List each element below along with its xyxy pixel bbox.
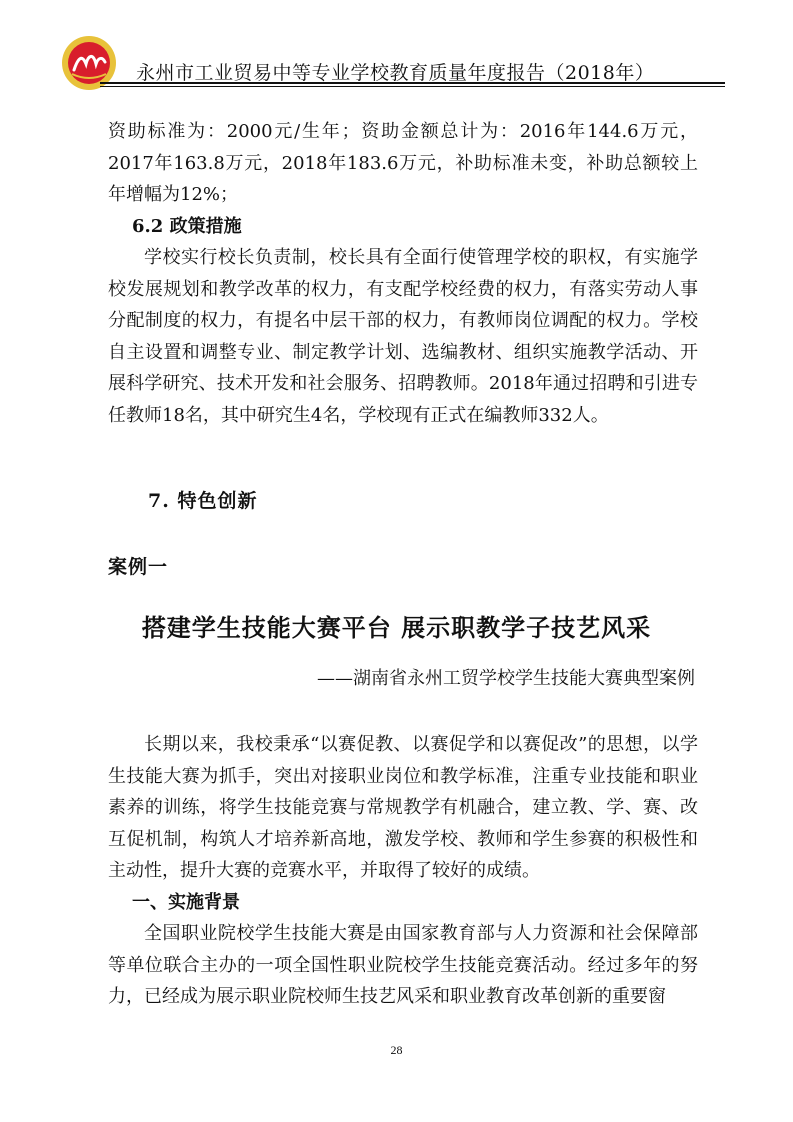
- paragraph-policy: 学校实行校长负责制，校长具有全面行使管理学校的职权，有实施学校发展规划和教学改革的权力，有支配学校经费的权力，有落实劳动人事分配制度的权力，有提名中层干部的权力，有教师岗位调配的权力。学校自主设置和调整专业、制定教学计划、选编教材、组织实施教学活动、开展科学研究、技术开发和社会服务、招聘教师。2018年通过招聘和引进专任教师18名，其中研究生4名，学校现有正式在编教师332人。: [108, 247, 698, 426]
- header-divider-thin: [100, 86, 725, 87]
- subheading-policy: 6.2 政策措施: [132, 215, 242, 237]
- case-byline: ——湖南省永州工贸学校学生技能大赛典型案例: [317, 668, 695, 689]
- page-header: [60, 34, 720, 86]
- header-divider: [100, 82, 725, 84]
- paragraph-background: 全国职业院校学生技能大赛是由国家教育部与人力资源和社会保障部等单位联合主办的一项全国性职业院校学生技能竞赛活动。经过多年的努力，已经成为展示职业院校师生技艺风采和职业教育改革创新的重要窗: [108, 923, 698, 1007]
- paragraph-funding: 资助标准为：2000元/生年；资助金额总计为：2016年144.6万元，2017年163.8万元，2018年183.6万元，补助标准未变，补助总额较上年增幅为12%；: [108, 121, 698, 205]
- body-section-case: [108, 729, 698, 1013]
- case-title: 搭建学生技能大赛平台 展示职教学子技艺风采: [141, 614, 652, 642]
- header-title: 永州市工业贸易中等专业学校教育质量年度报告（2018年）: [136, 62, 655, 84]
- case-label: 案例一: [108, 556, 169, 578]
- paragraph-case-intro: 长期以来，我校秉承“以赛促教、以赛促学和以赛促改”的思想，以学生技能大赛为抓手，突出对接职业岗位和教学标准，注重专业技能和职业素养的训练，将学生技能竞赛与常规教学有机融合，建立教、学、赛、改互促机制，构筑人才培养新高地，激发学校、教师和学生参赛的积极性和主动性，提升大赛的竞赛水平，并取得了较好的成绩。: [108, 734, 698, 881]
- page-number: 28: [390, 1043, 403, 1057]
- subheading-background: 一、实施背景: [132, 891, 240, 913]
- section-heading-7: 7. 特色创新: [148, 490, 258, 512]
- body-section-top: [108, 116, 698, 431]
